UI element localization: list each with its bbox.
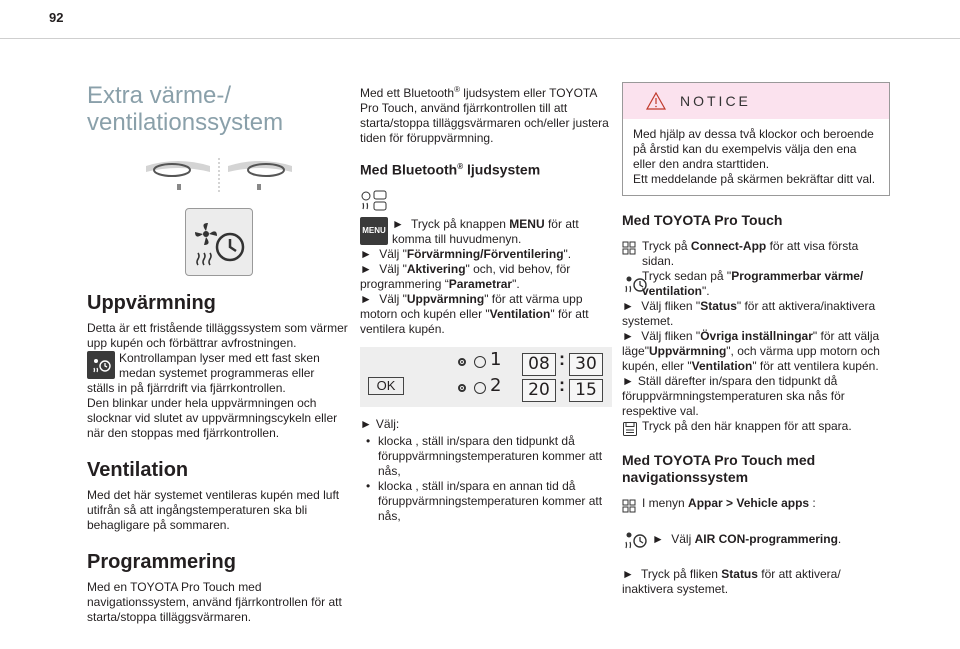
heating-lamp-row	[87, 351, 350, 381]
step-air-con: ► Välj AIR CON-programmering.	[622, 527, 890, 547]
steering-wheel-left-icon	[144, 158, 212, 194]
step-preheat: ► Välj "Förvärmning/Förventilering".	[360, 247, 612, 262]
notice-paragraph-2: Ett meddelande på skärmen bekräftar ditt val.	[633, 172, 876, 186]
apps-grid-icon	[622, 241, 636, 255]
heater-timer-icon	[622, 271, 648, 297]
heating-paragraph-2-lead: Kontrollampan lyser med ett fast sken medan systemet programmeras eller	[119, 351, 320, 380]
ok-button[interactable]: OK	[368, 377, 404, 395]
timer-1-hours[interactable]: 08	[522, 353, 556, 376]
radio-icon	[458, 358, 466, 366]
notice-box	[622, 82, 890, 196]
step-heating: ► Välj "Uppvärmning" för att värma upp motorn och kupén eller "Ventilation" för att ventilera kupén.	[360, 292, 612, 337]
clock-option-1: • klocka , ställ in/spara den tidpunkt då föruppvärmningstemperaturen kommer att nås,	[372, 434, 612, 479]
ventilation-paragraph: Med det här systemet ventileras kupén med luft utifrån så att ingångstemperaturen ska bli behagligare på sommaren.	[87, 488, 340, 532]
heater-lamp-small-icon	[87, 351, 115, 379]
heater-timer-warning-lamp-icon	[185, 208, 253, 276]
connect-app-row	[622, 239, 890, 269]
timer-1-colon: :	[559, 348, 565, 369]
air-con-row	[622, 527, 890, 553]
page-number: 92	[49, 10, 64, 25]
menu-button-icon: MENU	[360, 217, 388, 245]
programmable-heating-row	[622, 269, 890, 299]
save-icon	[622, 421, 638, 437]
pro-touch-heading: Med TOYOTA Pro Touch	[622, 212, 783, 228]
notice-header	[623, 83, 889, 119]
column-1	[87, 82, 350, 625]
timer-2-hours[interactable]: 20	[522, 379, 556, 402]
apps-grid-icon	[622, 499, 636, 513]
column-3	[622, 82, 890, 597]
step-save: Tryck på den här knappen för att spara.	[642, 419, 852, 433]
bluetooth-audio-icon	[360, 189, 388, 213]
step-status-tab: ► Välj fliken "Status" för att aktivera/inaktivera systemet.	[622, 299, 890, 329]
step-menu: ► Tryck på knappen MENU för att komma till huvudmenyn.	[360, 217, 612, 247]
step-set-time: ► Ställ därefter in/spara den tidpunkt då föruppvärmningstemperaturen ska nås för respektive val.	[622, 374, 890, 419]
steering-wheel-right-icon	[226, 158, 294, 194]
step-activation: ► Välj "Aktivering" och, vid behov, för programmering “Parametrar".	[360, 262, 612, 292]
radio-icon	[458, 384, 466, 392]
programming-paragraph: Med en TOYOTA Pro Touch med navigationssystem, använd fjärrkontrollen för att starta/stoppa tilläggsvärmaren.	[87, 580, 342, 624]
heater-timer-icon	[622, 527, 648, 553]
heating-paragraph-3: Den blinkar under hela uppvärmningen och slocknar vid slutet av uppvärmningscykeln eller när den stoppas med fjärrkontrollen.	[87, 396, 338, 440]
bluetooth-heading: Med Bluetooth® ljudsystem	[360, 161, 541, 178]
timer-2-colon: :	[559, 374, 565, 395]
choose-label: ► Välj:	[360, 417, 612, 432]
notice-body	[623, 119, 889, 195]
timer-2-minutes[interactable]: 15	[569, 379, 603, 402]
notice-paragraph-1: Med hjälp av dessa två klockor och beroende på årstid kan du exempelvis välja den ena eller den andra starttiden.	[633, 127, 874, 171]
step-other-settings: ► Välj fliken "Övriga inställningar" för att välja läge"Uppvärmning", och värma upp motorn och kupén, eller "Ventilation" för att ventilera kupén.	[622, 329, 890, 374]
top-divider	[0, 38, 960, 39]
clock-icon	[474, 356, 486, 368]
heating-paragraph-1: Detta är ett fristående tilläggssystem som värmer upp kupén och förbättrar avfrostningen.	[87, 321, 348, 350]
divider-line	[218, 158, 220, 194]
heating-heading: Uppvärmning	[87, 292, 216, 314]
timer-display-panel	[360, 347, 612, 407]
steering-wheel-illustration	[87, 158, 350, 194]
notice-title: NOTICE	[680, 93, 751, 109]
step-programmable-heating: Tryck sedan på "Programmerbar värme/ ventilation".	[642, 269, 864, 298]
menu-step-row	[360, 217, 612, 247]
save-row	[622, 419, 890, 434]
step-connect-app: Tryck på Connect-App för att visa första sidan.	[642, 239, 859, 268]
bluetooth-intro: Med ett Bluetooth® ljudsystem eller TOYOTA Pro Touch, använd fjärrkontrollen till att starta/stoppa tilläggsvärmaren och/eller justera tiden för föruppvärmning.	[360, 85, 609, 145]
page-title: Extra värme-/ ventilationssystem	[87, 82, 284, 136]
timer-1-number: 1	[490, 348, 502, 370]
heating-paragraph-2-tail: ställs in på fjärrdrift via fjärrkontrollen.	[87, 381, 286, 395]
timer-2-number: 2	[490, 374, 502, 396]
clock-icon	[474, 382, 486, 394]
apps-menu-row	[622, 496, 890, 511]
programming-heading: Programmering	[87, 551, 236, 573]
clock-option-list	[360, 434, 612, 524]
step-status-nav: ► Tryck på fliken Status för att aktivera/ inaktivera systemet.	[622, 567, 890, 597]
column-2	[360, 82, 612, 524]
warning-triangle-icon	[645, 91, 667, 111]
ventilation-heading: Ventilation	[87, 459, 189, 481]
step-apps-menu: I menyn Appar > Vehicle apps :	[642, 496, 816, 510]
clock-option-2: • klocka , ställ in/spara en annan tid då föruppvärmningstemperaturen kommer att nås,	[372, 479, 612, 524]
timer-1-minutes[interactable]: 30	[569, 353, 603, 376]
pro-touch-nav-heading: Med TOYOTA Pro Touch med navigationssystem	[622, 452, 816, 485]
